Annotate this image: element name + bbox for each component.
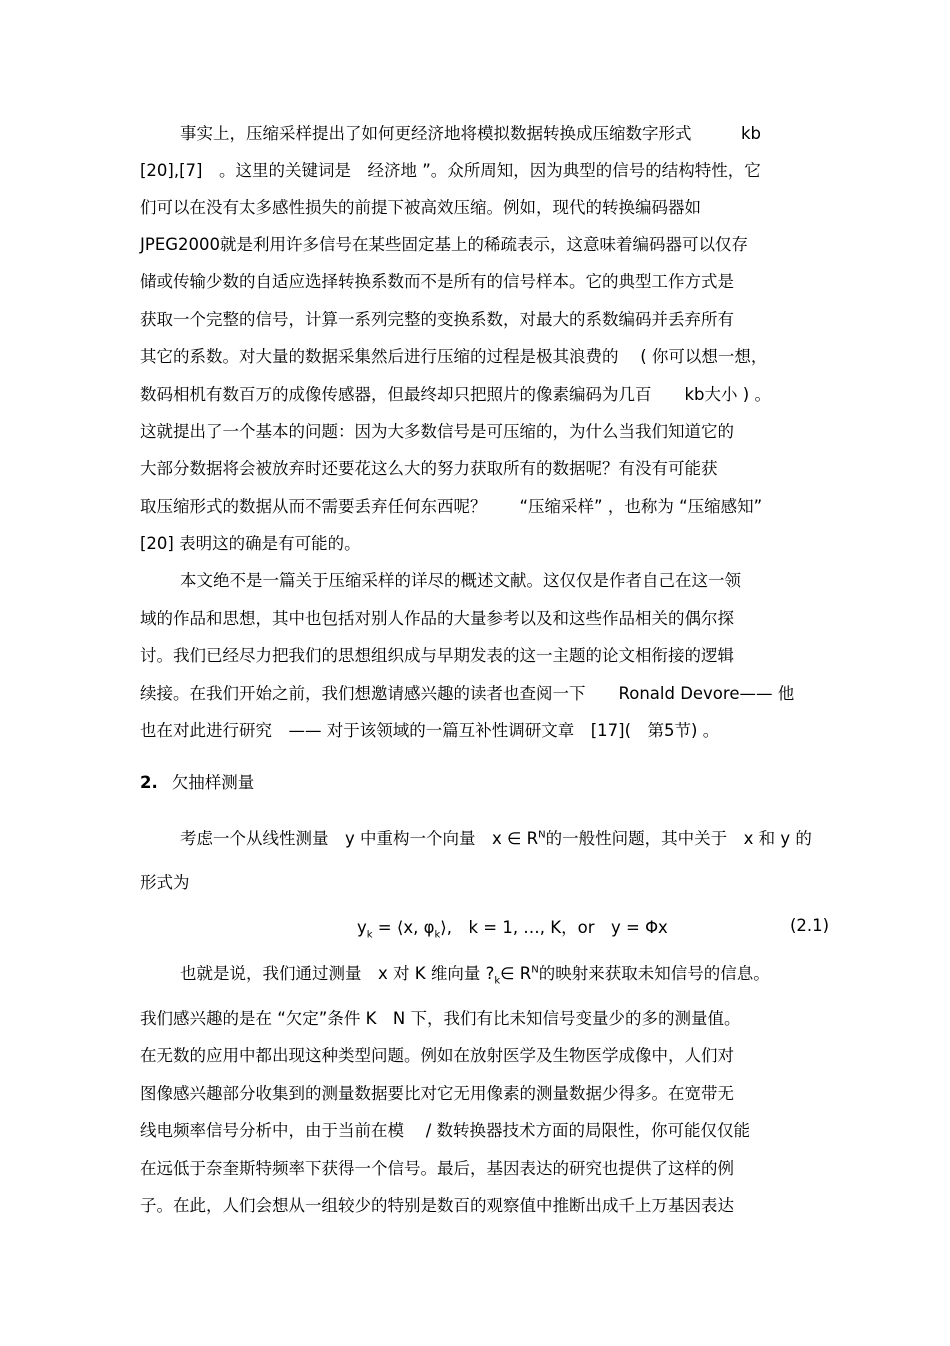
text-span: 的映射来获取未知信号的信息。 xyxy=(538,964,770,983)
paragraph-line: 获取一个完整的信号，计算一系列完整的变换系数，对最大的系数编码并丢弃所有 xyxy=(140,310,734,329)
paragraph-line xyxy=(180,963,770,985)
paragraph-line: 在远低于奈奎斯特频率下获得一个信号。最后，基因表达的研究也提供了这样的例 xyxy=(140,1159,734,1178)
section-number: 2. xyxy=(140,773,158,792)
paragraph-line: 形式为 xyxy=(140,873,190,892)
paragraph-line: 其它的系数。对大量的数据采集然后进行压缩的过程是极其浪费的 ( 你可以想一想， xyxy=(140,347,768,366)
section-heading xyxy=(140,772,254,794)
text-span: 考虑一个从线性测量 y 中重构一个向量 x ∈ R xyxy=(180,829,539,848)
paragraph-line: 这就提出了一个基本的问题：因为大多数信号是可压缩的，为什么当我们知道它的 xyxy=(140,422,734,441)
paragraph-line: [20] 表明这的确是有可能的。 xyxy=(140,534,361,553)
paragraph-line: 图像感兴趣部分收集到的测量数据要比对它无用像素的测量数据少得多。在宽带无 xyxy=(140,1084,734,1103)
eq-lhs: y xyxy=(357,918,367,937)
text-span: ∈ R xyxy=(500,964,532,983)
paragraph-line: 储或传输少数的自适应选择转换系数而不是所有的信号样本。它的典型工作方式是 xyxy=(140,272,734,291)
paragraph-line: 子。在此，人们会想从一组较少的特别是数百的观察值中推断出成千上万基因表达 xyxy=(140,1196,734,1215)
paragraph-line xyxy=(180,828,812,850)
paragraph-line: 域的作品和思想，其中也包括对别人作品的大量参考以及和这些作品相关的偶尔探 xyxy=(140,609,734,628)
paragraph-line: 们可以在没有太多感性损失的前提下被高效压缩。例如，现代的转换编码器如 xyxy=(140,198,701,217)
eq-body-end: ⟩, k = 1, …, K，or y = Φx xyxy=(440,918,668,937)
paragraph-line: [20],[7] 。这里的关键词是 经济地 ”。众所周知，因为典型的信号的结构特性，它 xyxy=(140,161,761,180)
superscript: N xyxy=(531,964,539,976)
paragraph-line: 我们感兴趣的是在 “欠定”条件 K N 下，我们有比未知信号变量少的多的测量值。 xyxy=(140,1009,741,1028)
paragraph-line: 也在对此进行研究 —— 对于该领域的一篇互补性调研文章 [17]( 第5节) 。 xyxy=(140,721,720,740)
paragraph-line: 续接。在我们开始之前，我们想邀请感兴趣的读者也查阅一下 Ronald Devore—— 他 xyxy=(140,684,795,703)
paragraph-line: 本文绝不是一篇关于压缩采样的详尽的概述文献。这仅仅是作者自己在这一领 xyxy=(180,571,741,590)
eq-body: = ⟨x, φ xyxy=(372,918,435,937)
section-title: 欠抽样测量 xyxy=(171,773,255,792)
paragraph-line: 线电频率信号分析中，由于当前在模 / 数转换器技术方面的局限性，你可能仅仅能 xyxy=(140,1121,751,1140)
text-span: 的一般性问题，其中关于 x 和 y 的 xyxy=(545,829,812,848)
paragraph-line: 在无数的应用中都出现这种类型问题。例如在放射医学及生物医学成像中，人们对 xyxy=(140,1046,734,1065)
paragraph-line: 讨。我们已经尽力把我们的思想组织成与早期发表的这一主题的论文相衔接的逻辑 xyxy=(140,646,734,665)
paragraph-line: 事实上，压缩采样提出了如何更经济地将模拟数据转换成压缩数字形式 kb xyxy=(180,124,762,143)
equation-number: (2.1) xyxy=(790,916,830,935)
paragraph-line: JPEG2000就是利用许多信号在某些固定基上的稀疏表示，这意味着编码器可以仅存 xyxy=(140,235,749,254)
superscript: N xyxy=(538,829,546,841)
eq-body-subscript: k xyxy=(434,929,441,941)
text-span: 也就是说，我们通过测量 x 对 K 维向量 ? xyxy=(180,964,495,983)
eq-lhs-subscript: k xyxy=(366,929,373,941)
paragraph-line: 数码相机有数百万的成像传感器，但最终却只把照片的像素编码为几百 kb大小 ) 。 xyxy=(140,385,771,404)
subscript: k xyxy=(494,975,501,987)
equation xyxy=(357,914,668,941)
paragraph-line: 取压缩形式的数据从而不需要丢弃任何东西呢？ “压缩采样” ，也称为 “压缩感知” xyxy=(140,497,763,516)
paragraph-line: 大部分数据将会被放弃时还要花这么大的努力获取所有的数据呢？有没有可能获 xyxy=(140,459,718,478)
